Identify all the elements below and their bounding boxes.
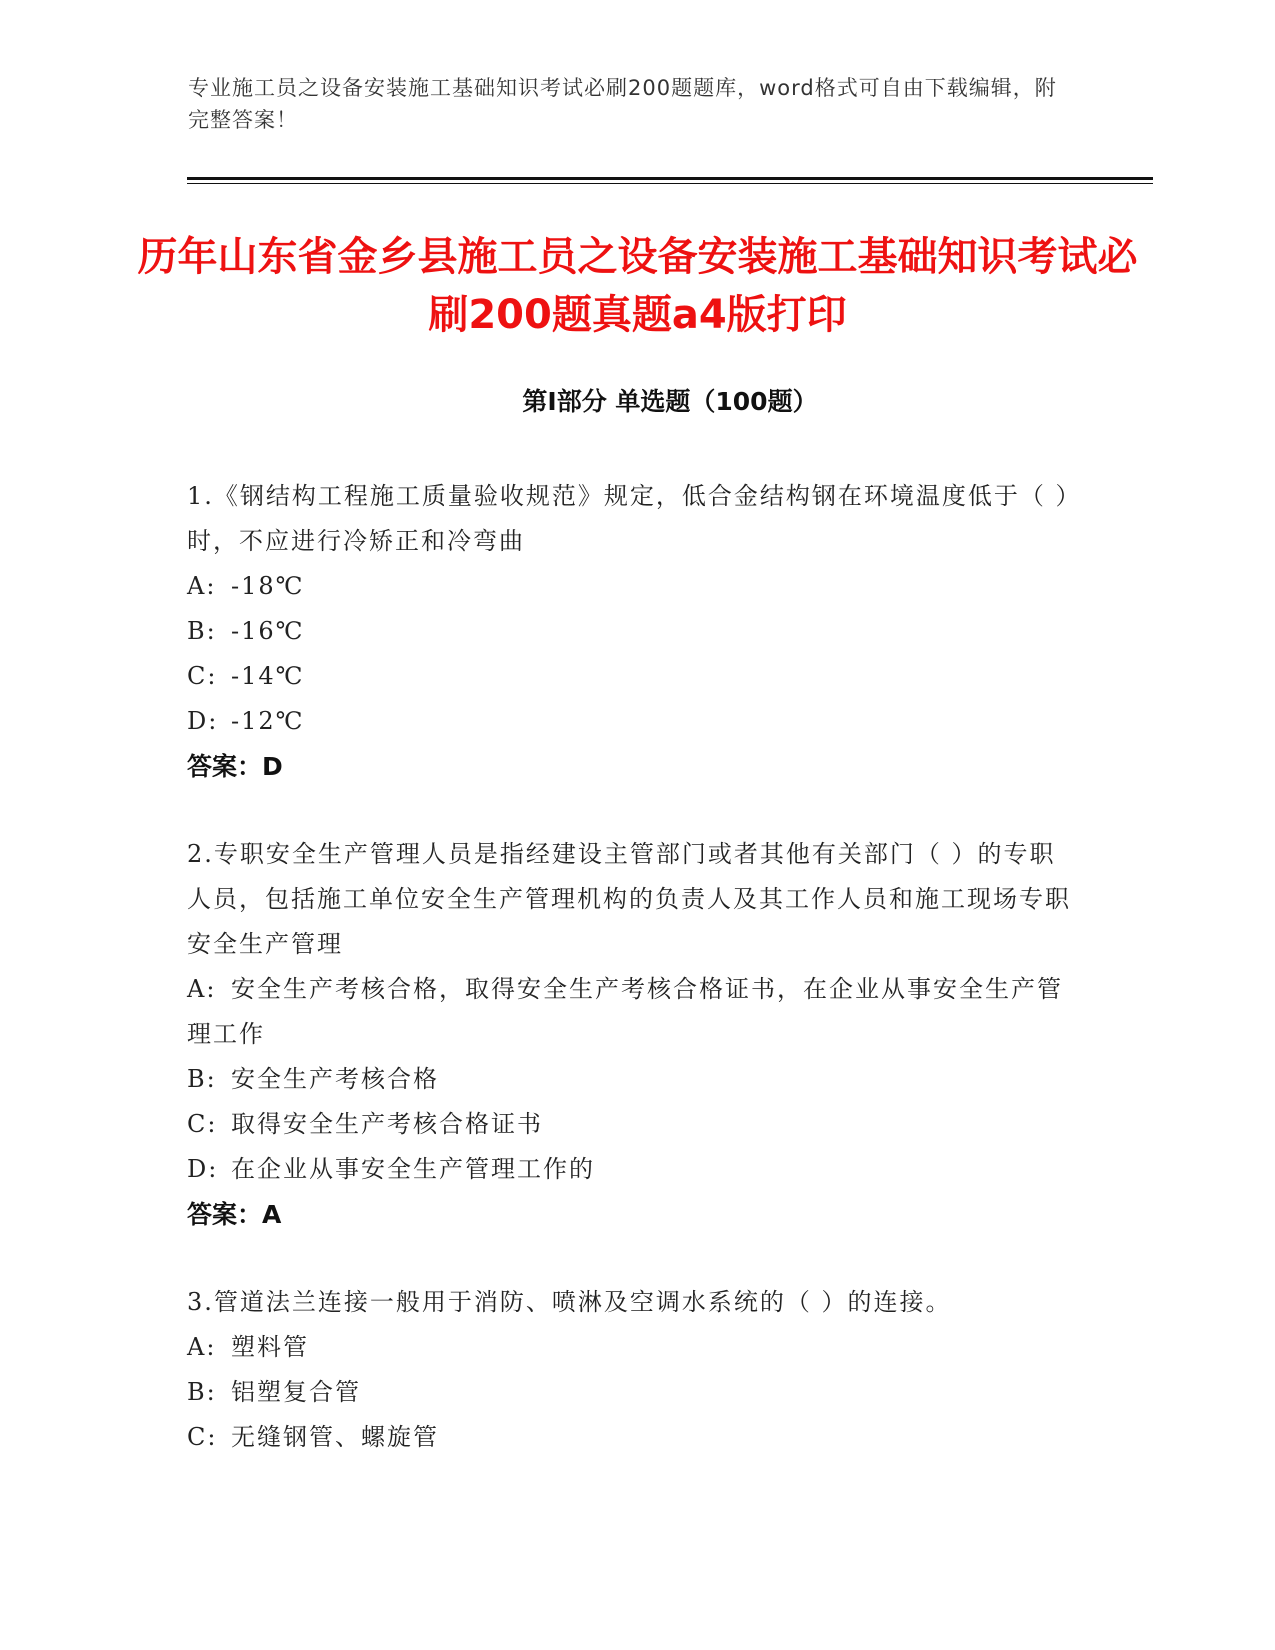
- option-a: [187, 1325, 1072, 1370]
- option-letter: D:: [187, 1155, 219, 1183]
- option-text: 塑料管: [231, 1333, 309, 1361]
- option-text: -16℃: [231, 617, 305, 645]
- option-b: [187, 1370, 1072, 1415]
- header-note: 专业施工员之设备安装施工基础知识考试必刷200题题库，word格式可自由下载编辑，附完整答案！: [188, 76, 1057, 132]
- question-stem: 1.《钢结构工程施工质量验收规范》规定，低合金结构钢在环境温度低于（ ）时，不应进行冷矫正和冷弯曲: [187, 482, 1070, 555]
- document-title: 历年山东省金乡县施工员之设备安装施工基础知识考试必刷200题真题a4版打印: [137, 234, 1138, 338]
- option-letter: A:: [187, 572, 217, 600]
- option-b: [187, 1057, 1072, 1102]
- question-2: [187, 832, 1072, 1238]
- question-1: [187, 474, 1072, 790]
- option-letter: B:: [187, 1065, 217, 1093]
- option-text: 安全生产考核合格: [231, 1065, 439, 1093]
- option-b: [187, 609, 1072, 654]
- option-letter: B:: [187, 1378, 217, 1406]
- option-letter: C:: [187, 1110, 218, 1138]
- option-letter: A:: [187, 1333, 217, 1361]
- question-3: [187, 1280, 1072, 1460]
- option-d: [187, 1147, 1072, 1192]
- answer-line: 答案：A: [187, 1200, 282, 1229]
- option-a: [187, 967, 1072, 1057]
- question-list: [187, 474, 1072, 1502]
- option-letter: C:: [187, 1423, 218, 1451]
- option-letter: B:: [187, 617, 217, 645]
- option-d: [187, 699, 1072, 744]
- option-text: 铝塑复合管: [231, 1378, 361, 1406]
- option-c: [187, 654, 1072, 699]
- option-a: [187, 564, 1072, 609]
- option-text: -12℃: [231, 707, 305, 735]
- option-letter: A:: [187, 975, 217, 1003]
- option-text: 无缝钢管、螺旋管: [231, 1423, 439, 1451]
- header-rule-thick: [187, 177, 1153, 180]
- option-text: 在企业从事安全生产管理工作的: [231, 1155, 595, 1183]
- question-stem: 3.管道法兰连接一般用于消防、喷淋及空调水系统的（ ）的连接。: [187, 1288, 952, 1316]
- option-c: [187, 1102, 1072, 1147]
- option-letter: D:: [187, 707, 219, 735]
- option-text: -18℃: [231, 572, 305, 600]
- header-rule-thin: [187, 183, 1153, 184]
- question-stem: 2.专职安全生产管理人员是指经建设主管部门或者其他有关部门（ ）的专职人员，包括施工单位安全生产管理机构的负责人及其工作人员和施工现场专职安全生产管理: [187, 840, 1071, 958]
- answer-line: 答案：D: [187, 752, 283, 781]
- option-text: 取得安全生产考核合格证书: [231, 1110, 543, 1138]
- option-text: -14℃: [231, 662, 305, 690]
- option-text: 安全生产考核合格，取得安全生产考核合格证书，在企业从事安全生产管理工作: [187, 975, 1063, 1048]
- option-c: [187, 1415, 1072, 1460]
- section-title: 第I部分 单选题（100题）: [522, 387, 818, 416]
- option-letter: C:: [187, 662, 218, 690]
